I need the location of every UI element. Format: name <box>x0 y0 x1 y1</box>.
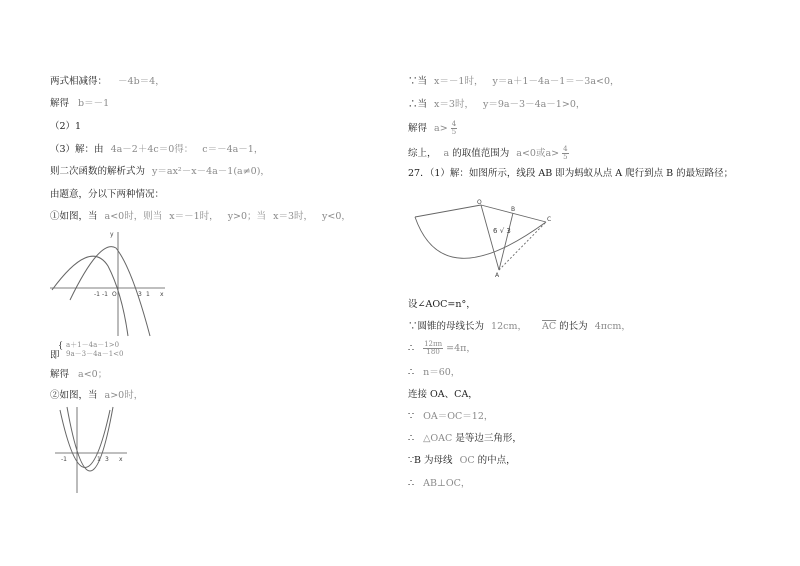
system-label: 即 <box>50 350 60 361</box>
line-r7 <box>408 322 631 332</box>
equation: 4a－2＋4c＝0得： <box>110 144 194 155</box>
value: 12cm， <box>491 321 527 332</box>
numerator: 12πn <box>424 340 443 348</box>
equation: △OAC <box>423 433 453 444</box>
equation: x＝3时， <box>434 99 474 110</box>
line-r12 <box>408 434 522 444</box>
value: 4πcm， <box>594 321 631 332</box>
equation: OC <box>459 455 475 466</box>
sqrt-icon: √ <box>499 227 505 235</box>
line-solve-b <box>50 99 109 109</box>
tick-label: 1 <box>97 456 101 463</box>
text: ①如图，当 <box>50 211 98 222</box>
line-r3 <box>408 121 457 136</box>
text: 解得 <box>50 98 70 109</box>
text: ∵当 <box>408 76 428 87</box>
label-a: A <box>495 272 500 279</box>
line-part-3 <box>50 145 263 155</box>
arc-name: $\overline{AC}$ <box>542 321 557 332</box>
equation: OA＝OC＝12， <box>423 411 494 422</box>
text: 是等边三角形， <box>455 433 522 444</box>
line-solution-1 <box>50 370 107 380</box>
line-case-2 <box>50 391 143 401</box>
line-r11 <box>408 412 493 422</box>
tick-label: 3 <box>138 291 142 298</box>
system-brace: { <box>58 341 64 350</box>
text: （3）解：由 <box>50 144 104 155</box>
inequality-row-1: a＋1－4a－1>0 <box>66 341 120 349</box>
parabola-graph-case-1 <box>50 228 170 338</box>
line-r10: 连接 OA、CA， <box>408 389 478 400</box>
line-r6: 设∠AOC=n°， <box>408 299 476 310</box>
label-o: O <box>477 199 482 206</box>
x-axis-label: x <box>119 456 123 463</box>
length-label <box>493 227 511 235</box>
equation: y>0；当 <box>227 211 267 222</box>
equation: a<0或a> <box>516 148 560 159</box>
variable: a <box>443 148 450 159</box>
line-r2 <box>408 100 585 110</box>
text: ∴ <box>408 367 415 378</box>
cone-sector-figure <box>413 197 563 287</box>
parabola-curve-a <box>60 410 110 468</box>
line-case-1 <box>50 212 351 222</box>
equation: c＝－4a－1， <box>202 144 264 155</box>
text: ∴ <box>408 343 415 354</box>
text: 的取值范围为 <box>452 148 510 159</box>
radius-extension <box>415 205 481 217</box>
equation: =4π， <box>446 343 476 354</box>
tick-label: 3 <box>105 456 109 463</box>
fraction <box>451 121 457 136</box>
text: 的长为 <box>559 321 588 332</box>
y-axis-label: y <box>110 231 114 238</box>
denominator: 5 <box>563 153 568 161</box>
inequality-row-2: 9a－3－4a－1<0 <box>66 350 124 358</box>
text: ∴ <box>408 478 415 489</box>
text: 两式相减得： <box>50 76 108 87</box>
text: 则二次函数的解析式为 <box>50 166 146 177</box>
text: ∵B 为母线 <box>408 455 453 466</box>
x-axis-label: x <box>160 291 164 298</box>
equation: y＝a＋1－4a－1＝－3a<0， <box>492 76 620 87</box>
denominator: 5 <box>451 128 457 136</box>
text: ②如图，当 <box>50 390 98 401</box>
equation: x＝3时， <box>273 211 313 222</box>
equation: AB⊥OC， <box>423 478 471 489</box>
radius-oa <box>481 205 499 270</box>
text: ∴ <box>408 433 415 444</box>
line-r9 <box>408 368 460 378</box>
line-r1 <box>408 77 620 87</box>
equation: a<0时，则当 <box>104 211 163 222</box>
equation: y＝9a－3－4a－1>0， <box>482 99 586 110</box>
line-subtract <box>50 77 165 87</box>
length-coefficient: 6 <box>493 227 498 235</box>
line-cases: 由题意，分以下两种情况： <box>50 189 165 200</box>
tick-label: 1 <box>146 291 150 298</box>
part-2-answer: （2）1 <box>50 121 82 132</box>
problem-27-intro: 27．（1）解：如图所示，线段 AB 即为蚂蚁从点 A 爬行到点 B 的最短路径； <box>408 168 734 179</box>
equation: y＝ax²－x－4a－1(a≠0)， <box>152 166 270 177</box>
equation: b＝－1 <box>78 98 110 109</box>
text: ∴当 <box>408 99 428 110</box>
equation: a>0时， <box>104 390 144 401</box>
text: 解得 <box>50 369 70 380</box>
label-c: C <box>547 216 552 223</box>
origin-label: O <box>112 291 117 298</box>
length-radicand: 3 <box>506 227 511 235</box>
equation: n＝60， <box>423 367 461 378</box>
text: ∵圆锥的母线长为 <box>408 321 485 332</box>
tick-label: -1 <box>61 456 67 463</box>
line-r13 <box>408 456 516 466</box>
line-function <box>50 167 270 177</box>
numerator: 4 <box>563 145 568 153</box>
equation: x＝－1时， <box>434 76 484 87</box>
line-r8 <box>408 341 476 356</box>
equation: a<0； <box>78 369 108 380</box>
fraction <box>562 146 568 161</box>
parabola-graph-case-2 <box>55 405 135 495</box>
label-b: B <box>511 206 516 213</box>
tick-label: -1 <box>102 291 108 298</box>
numerator: 4 <box>451 120 457 128</box>
sector-arc <box>415 217 546 258</box>
line-r14 <box>408 479 470 489</box>
tick-label: -1 <box>94 291 100 298</box>
equation: x＝－1时， <box>169 211 219 222</box>
text: 综上， <box>408 148 437 159</box>
fraction <box>423 341 443 356</box>
equation: －4b＝4， <box>118 76 165 87</box>
text: ∵ <box>408 411 415 422</box>
equation: a> <box>434 123 448 134</box>
segment-ab <box>499 213 513 270</box>
equation: y<0， <box>322 211 351 222</box>
line-r4 <box>408 146 569 161</box>
text: 解得 <box>408 123 428 134</box>
text: 的中点， <box>477 455 516 466</box>
denominator: 180 <box>426 348 440 356</box>
